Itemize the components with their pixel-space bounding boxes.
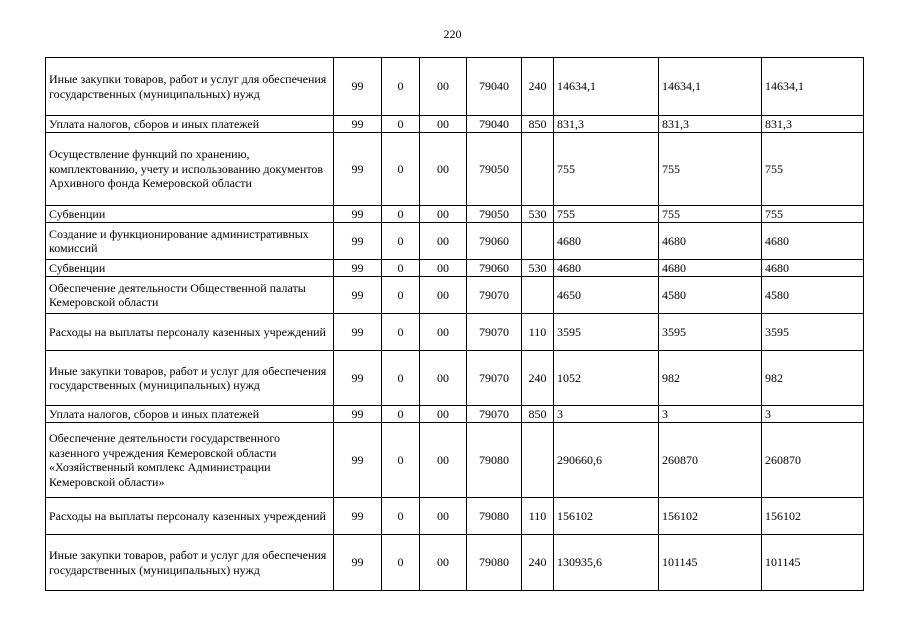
code-expense-type: 240 [522,58,554,116]
row-name: Иные закупки товаров, работ и услуг для обеспечения государственных (муниципальных) нужд [46,351,334,406]
amount-2: 3 [659,406,762,423]
amount-1: 290660,6 [554,423,659,498]
table-row [46,133,864,206]
row-name: Расходы на выплаты персоналу казенных учреждений [46,498,334,535]
code-target: 79070 [467,406,522,423]
code-expense-type: 850 [522,406,554,423]
code-expense-type: 240 [522,351,554,406]
row-name: Субвенции [46,260,334,277]
code-program: 00 [420,535,467,591]
code-section: 99 [334,223,382,260]
code-section: 99 [334,423,382,498]
code-section: 99 [334,498,382,535]
row-name: Осуществление функций по хранению, комплектованию, учету и использованию документов Архивного фонда Кемеровской области [46,133,334,206]
amount-3: 260870 [762,423,864,498]
amount-2: 755 [659,206,762,223]
table-row [46,277,864,314]
amount-3: 4580 [762,277,864,314]
code-expense-type: 110 [522,498,554,535]
table-body [46,58,864,591]
amount-3: 831,3 [762,116,864,133]
code-program: 00 [420,133,467,206]
code-section: 99 [334,133,382,206]
code-section: 99 [334,277,382,314]
code-subsection: 0 [382,260,420,277]
amount-1: 3 [554,406,659,423]
code-target: 79050 [467,133,522,206]
code-program: 00 [420,423,467,498]
code-section: 99 [334,351,382,406]
table-row [46,535,864,591]
code-target: 79080 [467,423,522,498]
table-row [46,260,864,277]
row-name: Иные закупки товаров, работ и услуг для обеспечения государственных (муниципальных) нужд [46,535,334,591]
amount-2: 4580 [659,277,762,314]
code-program: 00 [420,406,467,423]
row-name: Уплата налогов, сборов и иных платежей [46,406,334,423]
amount-1: 156102 [554,498,659,535]
code-subsection: 0 [382,58,420,116]
code-target: 79060 [467,223,522,260]
table-row [46,351,864,406]
amount-1: 130935,6 [554,535,659,591]
table-row [46,223,864,260]
amount-3: 4680 [762,223,864,260]
code-subsection: 0 [382,423,420,498]
row-name: Уплата налогов, сборов и иных платежей [46,116,334,133]
code-section: 99 [334,116,382,133]
code-expense-type [522,277,554,314]
code-section: 99 [334,260,382,277]
code-target: 79060 [467,260,522,277]
amount-3: 14634,1 [762,58,864,116]
row-name: Создание и функционирование административных комиссий [46,223,334,260]
code-expense-type [522,423,554,498]
page-number: 220 [443,27,462,41]
amount-3: 101145 [762,535,864,591]
table-row [46,423,864,498]
amount-3: 3595 [762,314,864,351]
code-expense-type: 110 [522,314,554,351]
amount-2: 831,3 [659,116,762,133]
code-subsection: 0 [382,116,420,133]
code-subsection: 0 [382,133,420,206]
code-target: 79070 [467,314,522,351]
code-target: 79070 [467,277,522,314]
table-row [46,406,864,423]
code-target: 79040 [467,58,522,116]
amount-1: 4680 [554,223,659,260]
code-program: 00 [420,260,467,277]
budget-table [45,57,864,591]
amount-2: 4680 [659,260,762,277]
amount-3: 4680 [762,260,864,277]
amount-1: 1052 [554,351,659,406]
amount-1: 4650 [554,277,659,314]
code-section: 99 [334,58,382,116]
amount-1: 4680 [554,260,659,277]
amount-2: 260870 [659,423,762,498]
amount-1: 755 [554,206,659,223]
code-section: 99 [334,535,382,591]
amount-2: 156102 [659,498,762,535]
row-name: Иные закупки товаров, работ и услуг для обеспечения государственных (муниципальных) нужд [46,58,334,116]
code-target: 79070 [467,351,522,406]
code-section: 99 [334,206,382,223]
code-program: 00 [420,58,467,116]
code-expense-type: 240 [522,535,554,591]
table-row [46,58,864,116]
amount-2: 755 [659,133,762,206]
row-name: Обеспечение деятельности Общественной палаты Кемеровской области [46,277,334,314]
code-program: 00 [420,223,467,260]
code-expense-type [522,133,554,206]
amount-3: 755 [762,206,864,223]
amount-3: 156102 [762,498,864,535]
code-target: 79080 [467,535,522,591]
code-subsection: 0 [382,277,420,314]
code-subsection: 0 [382,498,420,535]
amount-1: 14634,1 [554,58,659,116]
amount-2: 101145 [659,535,762,591]
code-program: 00 [420,498,467,535]
row-name: Обеспечение деятельности государственного казенного учреждения Кемеровской области «Хозяйственный комплекс Администрации Кемеровской области» [46,423,334,498]
code-program: 00 [420,277,467,314]
code-expense-type [522,223,554,260]
amount-1: 831,3 [554,116,659,133]
code-subsection: 0 [382,314,420,351]
code-subsection: 0 [382,206,420,223]
code-subsection: 0 [382,535,420,591]
amount-1: 3595 [554,314,659,351]
amount-3: 3 [762,406,864,423]
code-program: 00 [420,206,467,223]
code-expense-type: 530 [522,260,554,277]
code-program: 00 [420,351,467,406]
table-row [46,498,864,535]
code-section: 99 [334,314,382,351]
amount-1: 755 [554,133,659,206]
amount-2: 982 [659,351,762,406]
code-target: 79040 [467,116,522,133]
code-subsection: 0 [382,223,420,260]
amount-2: 4680 [659,223,762,260]
table-row [46,116,864,133]
amount-3: 982 [762,351,864,406]
code-program: 00 [420,116,467,133]
code-program: 00 [420,314,467,351]
code-expense-type: 530 [522,206,554,223]
table-row [46,314,864,351]
code-subsection: 0 [382,351,420,406]
table-row [46,206,864,223]
code-section: 99 [334,406,382,423]
code-subsection: 0 [382,406,420,423]
code-target: 79080 [467,498,522,535]
row-name: Расходы на выплаты персоналу казенных учреждений [46,314,334,351]
code-target: 79050 [467,206,522,223]
row-name: Субвенции [46,206,334,223]
amount-2: 14634,1 [659,58,762,116]
amount-3: 755 [762,133,864,206]
code-expense-type: 850 [522,116,554,133]
amount-2: 3595 [659,314,762,351]
